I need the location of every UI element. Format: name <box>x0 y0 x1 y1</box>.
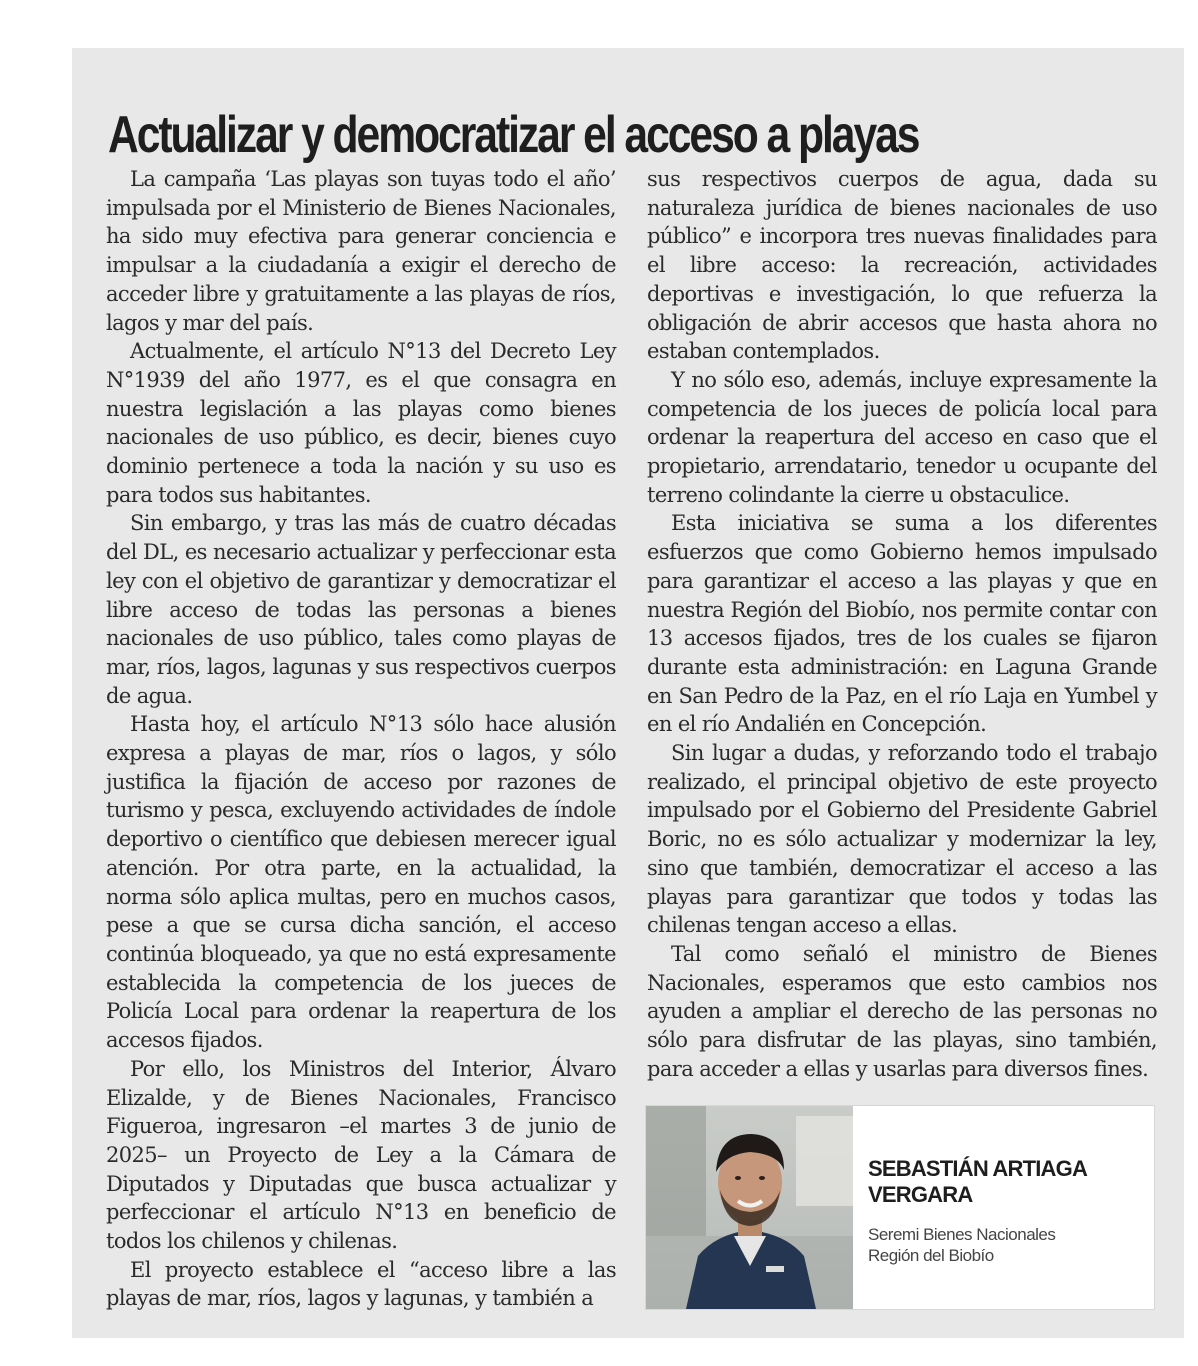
article-headline: Actualizar y democratizar el acceso a playas <box>108 105 919 164</box>
article-paragraph: Sin embargo, y tras las más de cuatro décadas del DL, es necesario actualizar y perfeccionar esta ley con el objetivo de garantizar y democratizar el libre acceso de todas las personas a bienes nacionales de uso público, tales como playas de mar, ríos, lagos, lagunas y sus respectivos cuerpos de agua. <box>106 511 616 708</box>
article-column-right <box>647 165 1157 1084</box>
author-name: SEBASTIÁN ARTIAGA VERGARA <box>868 1156 1087 1207</box>
article-paragraph: La campaña ‘Las playas son tuyas todo el año’ impulsada por el Ministerio de Bienes Nacionales, ha sido muy efectiva para generar conciencia e impulsar a la ciudadanía a exigir el derecho de acceder libre y gratuitamente a las playas de ríos, lagos y mar del país. <box>106 167 616 335</box>
article-paragraph: El proyecto establece el “acceso libre a las playas de mar, ríos, lagos y lagunas, y también a <box>106 1257 616 1311</box>
article-column-left <box>106 165 616 1313</box>
author-photo <box>646 1106 853 1309</box>
article-paragraph: Y no sólo eso, además, incluye expresamente la competencia de los jueces de policía local para ordenar la reapertura del acceso en caso que el propietario, arrendatario, tenedor u ocupante del terreno colindante la cierre u obstaculice. <box>647 367 1157 507</box>
author-role-region: Región del Biobío <box>868 1246 994 1265</box>
author-box <box>645 1105 1155 1310</box>
article-paragraph: Esta iniciativa se suma a los diferentes esfuerzos que como Gobierno hemos impulsado para garantizar el acceso a las playas y que en nuestra Región del Biobío, nos permite contar con 13 accesos fijados, tres de los cuales se fijaron durante esta administración: en Laguna Grande en San Pedro de la Paz, en el río Laja en Yumbel y en el río Andalién en Concepción. <box>647 511 1157 737</box>
author-portrait-image <box>646 1106 853 1309</box>
article-paragraph-continued: sus respectivos cuerpos de agua, dada su naturaleza jurídica de bienes nacionales de uso público” e incorpora tres nuevas finalidades para el libre acceso: la recreación, actividades deportivas e investigación, lo que refuerza la obligación de abrir accesos que hasta ahora no estaban contemplados. <box>647 167 1157 364</box>
article-paragraph: Por ello, los Ministros del Interior, Álvaro Elizalde, y de Bienes Nacionales, Francisco Figueroa, ingresaron –el martes 3 de junio de 2025– un Proyecto de Ley a la Cámara de Diputados y Diputadas que busca actualizar y perfeccionar el artículo N°13 en beneficio de todos los chilenos y chilenas. <box>106 1056 616 1254</box>
article-paragraph: Tal como señaló el ministro de Bienes Nacionales, esperamos que esto cambios nos ayuden a ampliar el derecho de las personas no sólo para disfrutar de las playas, sino también, para acceder a ellas y usarlas para diversos fines. <box>647 941 1157 1081</box>
author-role <box>868 1224 1148 1266</box>
author-role-title: Seremi Bienes Nacionales <box>868 1225 1056 1244</box>
article-paragraph: Sin lugar a dudas, y reforzando todo el trabajo realizado, el principal objetivo de este proyecto impulsado por el Gobierno del Presidente Gabriel Boric, no es sólo actualizar y modernizar la ley, sino que también, democratizar el acceso a las playas para garantizar que todos y todas las chilenas tengan acceso a ellas. <box>647 741 1157 938</box>
article-paragraph: Hasta hoy, el artículo N°13 sólo hace alusión expresa a playas de mar, ríos o lagos, y sólo justifica la fijación de acceso por razones de turismo y pesca, excluyendo actividades de índole deportivo o científico que debiesen merecer igual atención. Por otra parte, en la actualidad, la norma sólo aplica multas, pero en muchos casos, pese a que se cursa dicha sanción, el acceso continúa bloqueado, ya que no está expresamente establecida la competencia de los jueces de Policía Local para ordenar la reapertura de los accesos fijados. <box>106 712 616 1053</box>
article-paragraph: Actualmente, el artículo N°13 del Decreto Ley N°1939 del año 1977, es el que consagra en nuestra legislación a las playas como bienes nacionales de uso público, es decir, bienes cuyo dominio pertenece a toda la nación y su uso es para todos sus habitantes. <box>106 339 616 507</box>
